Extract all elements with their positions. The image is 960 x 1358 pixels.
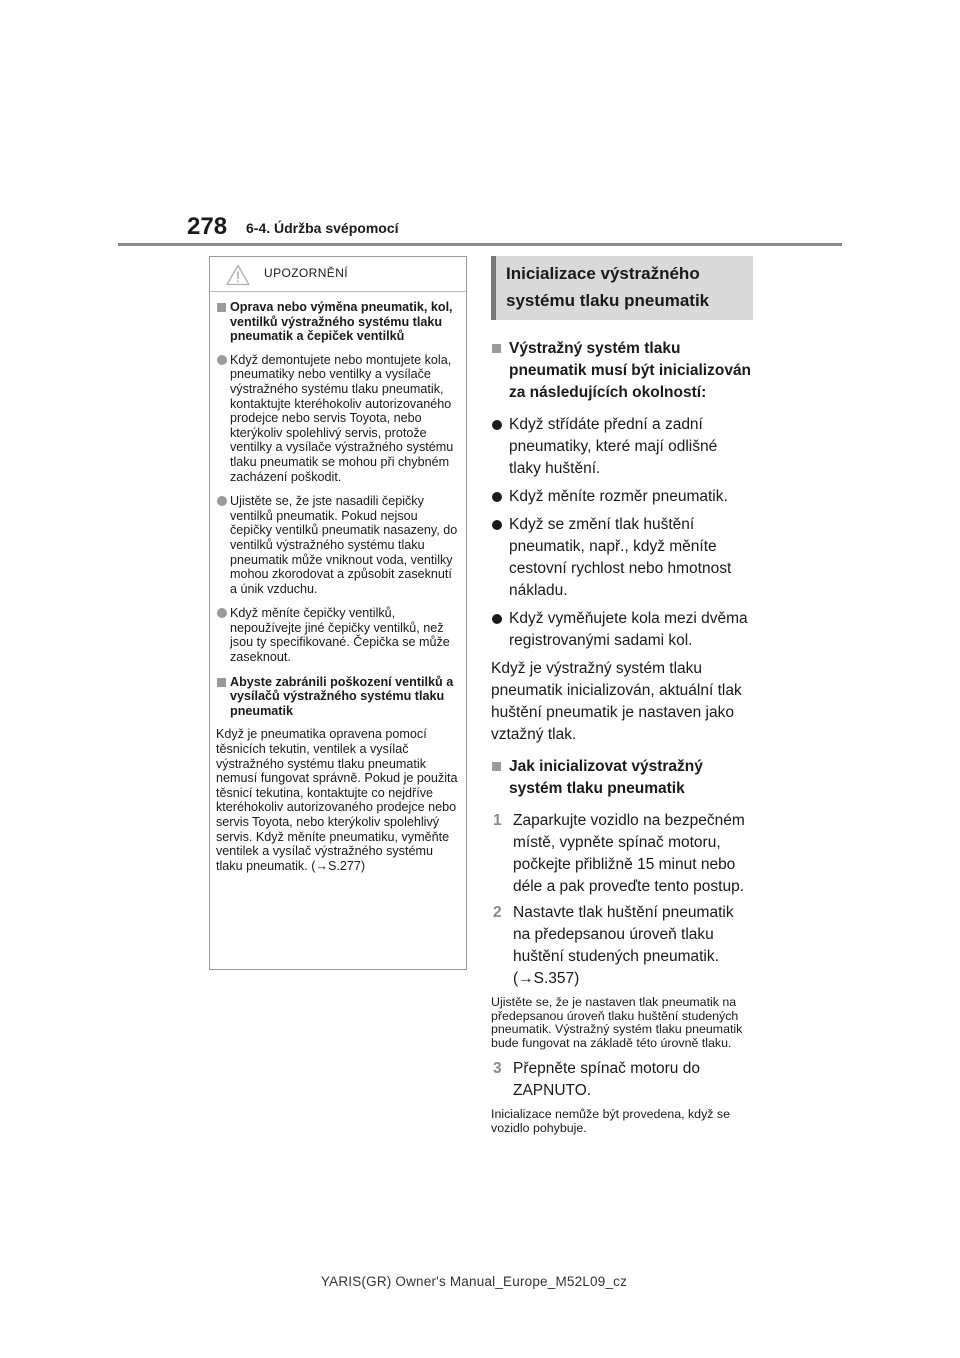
- warning-subheading: Abyste zabránili poškození ventilků a vysílačů výstražného systému tlaku pneumatik: [216, 675, 460, 719]
- step-text: Zaparkujte vozidlo na bezpečném místě, vypněte spínač motoru, počkejte přibližně 15 minut nebo déle a pak proveďte tento postup.: [513, 812, 745, 895]
- warning-bullet: Když měníte čepičky ventilků, nepoužívejte jiné čepičky ventilků, než jsou ty specifikované. Čepička se může zaseknout.: [216, 606, 460, 664]
- section-title: 6-4. Údržba svépomocí: [246, 220, 399, 236]
- step-text: Nastavte tlak huštění pneumatik na předepsanou úroveň tlaku huštění studených pneumatik. (→S.357): [513, 904, 734, 987]
- bullet-item: Když střídáte přední a zadní pneumatiky, které mají odlišné tlaky huštění.: [491, 414, 753, 480]
- subheading: Výstražný systém tlaku pneumatik musí být inicializován za následujících okolností:: [491, 338, 753, 404]
- warning-triangle-icon: [226, 264, 250, 286]
- bullet-item: Když měníte rozměr pneumatik.: [491, 486, 753, 508]
- step-item: [491, 902, 753, 990]
- step-number: 3: [493, 1060, 502, 1078]
- warning-paragraph: Když je pneumatika opravena pomocí těsnicích tekutin, ventilek a vysílač výstražného systému tlaku pneumatik nemusí fungovat správně. Pokud je použita těsnicí tekutina, kontaktujte co nejdříve kteréhokoliv autorizovaného prodejce nebo servis Toyota, nebo kterýkoliv spolehlivý servis. Když měníte pneumatiku, vyměňte ventilek a vysílač výstražného systému tlaku pneumatik. (→S.277): [216, 727, 458, 873]
- bullet-item: Když vyměňujete kola mezi dvěma registrovanými sadami kol.: [491, 608, 753, 652]
- main-column: [491, 256, 753, 1144]
- section-heading: Inicializace výstražného systému tlaku pneumatik: [491, 256, 753, 320]
- warning-subheading: Oprava nebo výměna pneumatik, kol, ventilků výstražného systému tlaku pneumatik a čepiček ventilků: [216, 300, 460, 344]
- step-item: [491, 810, 753, 898]
- warning-box: [209, 256, 467, 970]
- subheading: Jak inicializovat výstražný systém tlaku pneumatik: [491, 756, 753, 800]
- step-number: 1: [493, 812, 502, 829]
- paragraph: Když je výstražný systém tlaku pneumatik inicializován, aktuální tlak huštění pneumatik je nastaven jako vztažný tlak.: [491, 660, 742, 743]
- bullet-item: Když se změní tlak huštění pneumatik, např., když měníte cestovní rychlost nebo hmotnost nákladu.: [491, 514, 753, 602]
- footer-text: YARIS(GR) Owner's Manual_Europe_M52L09_cz: [320, 1274, 628, 1289]
- note: Ujistěte se, že je nastaven tlak pneumatik na předepsanou úroveň tlaku huštění studených pneumatik. Výstražný systém tlaku pneumatik bude fungovat na základě této úrovně tlaku.: [491, 995, 743, 1050]
- page-number: 278: [187, 213, 228, 240]
- warning-title: UPOZORNĚNÍ: [264, 266, 349, 280]
- warning-bullet: Když demontujete nebo montujete kola, pneumatiky nebo ventilky a vysílače výstražného systému tlaku pneumatik, kontaktujte kteréhokoliv autorizovaného prodejce nebo servis Toyota, nebo kterýkoliv spolehlivý servis, protože ventilky a vysílače výstražného systému tlaku pneumatik se mohou při chybném zacházení poškodit.: [216, 353, 460, 484]
- step-item: [491, 1058, 753, 1102]
- step-text: Přepněte spínač motoru do ZAPNUTO.: [513, 1060, 700, 1100]
- warning-body: [210, 292, 466, 873]
- step-number: 2: [493, 904, 502, 921]
- note: Inicializace nemůže být provedena, když se vozidlo pohybuje.: [491, 1107, 730, 1135]
- warning-bullet: Ujistěte se, že jste nasadili čepičky ventilků pneumatik. Pokud nejsou čepičky ventilků pneumatik nasazeny, do ventilků výstražného systému tlaku pneumatik může vniknout voda, ventilky mohou zkorodovat a způsobit zaseknutí a únik vzduchu.: [216, 494, 460, 596]
- header-divider: [118, 243, 842, 246]
- page-footer: [0, 1274, 960, 1289]
- warning-header: [210, 257, 466, 292]
